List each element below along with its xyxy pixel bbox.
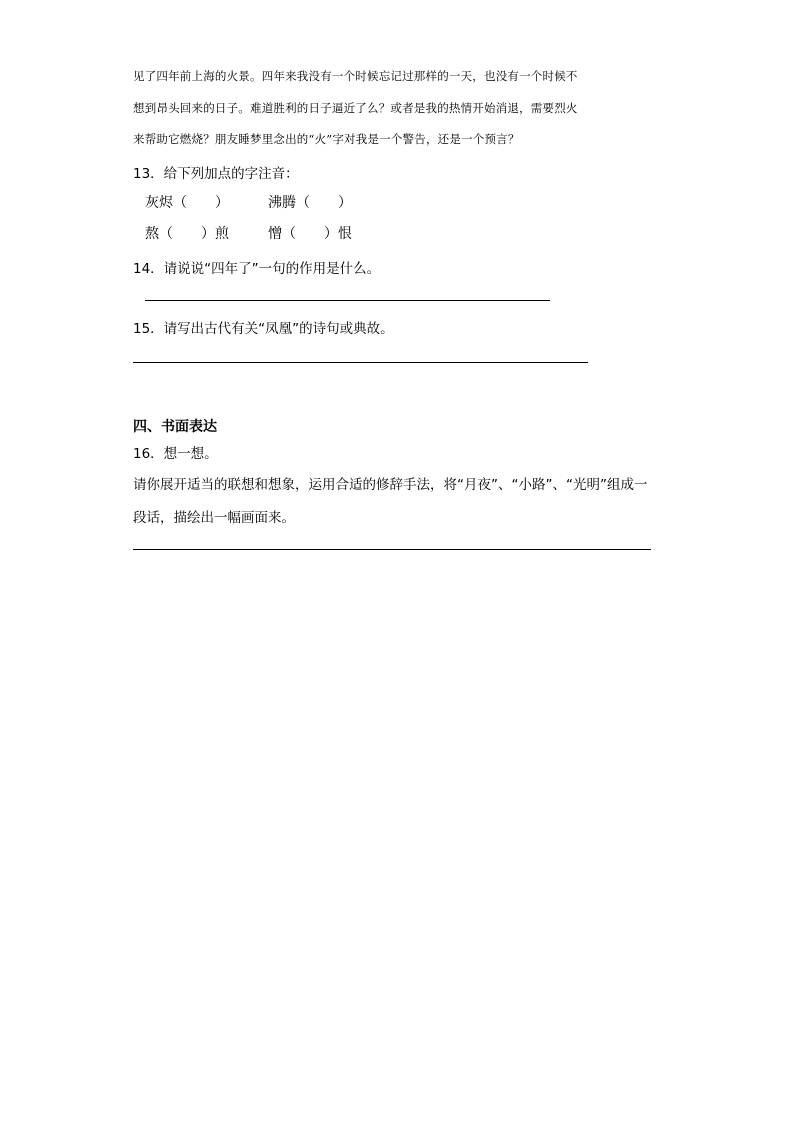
section-4-heading: 四、书面表达: [133, 419, 217, 435]
answer-line-15[interactable]: [133, 362, 588, 363]
passage-line-3: 来帮助它燃烧？朋友睡梦里念出的“火”字对我是一个警告，还是一个预言？: [133, 132, 520, 146]
passage-line-2: 想到昂头回来的日子。难道胜利的日子逼近了么？或者是我的热情开始消退，需要烈火: [133, 101, 578, 115]
answer-line-14[interactable]: [145, 300, 550, 301]
question-13-prompt: 13．给下列加点的字注音：: [133, 166, 299, 182]
question-15-prompt: 15．请写出古代有关“凤凰”的诗句或典故。: [133, 321, 394, 337]
passage-line-1: 见了四年前上海的火景。四年来我没有一个时候忘记过那样的一天，也没有一个时候不: [133, 69, 578, 83]
pinyin-item-4: 憎（ ）恨: [268, 226, 352, 242]
question-14-prompt: 14．请说说“四年了”一句的作用是什么。: [133, 261, 381, 277]
pinyin-item-1: 灰烬（ ）: [145, 195, 229, 211]
pinyin-item-3: 熬（ ）煎: [145, 226, 229, 242]
question-16-instruction-line-1: 请你展开适当的联想和想象，运用合适的修辞手法，将“月夜”、“小路”、“光明”组成一: [133, 477, 648, 493]
question-16-instruction-line-2: 段话，描绘出一幅画面来。: [133, 510, 295, 526]
question-16-prompt: 16．想一想。: [133, 446, 218, 462]
pinyin-item-2: 沸腾（ ）: [268, 195, 352, 211]
answer-line-16[interactable]: [133, 549, 651, 550]
